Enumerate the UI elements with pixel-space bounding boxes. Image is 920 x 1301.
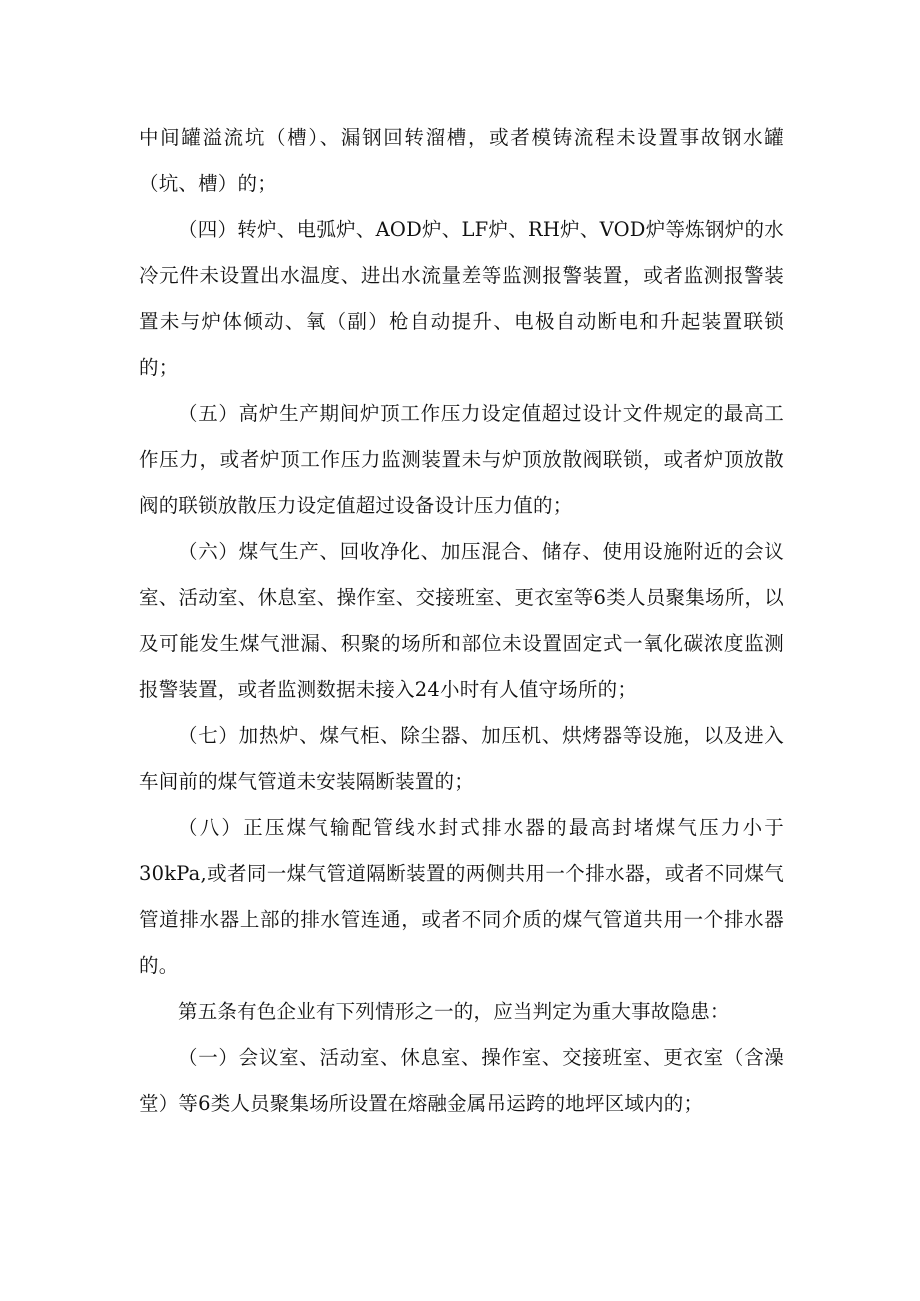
paragraph-article-5-item-1: （一）会议室、活动室、休息室、操作室、交接班室、更衣室（含澡堂）等6类人员聚集场所设置在熔融金属吊运跨的地坪区域内的； — [139, 1046, 784, 1115]
paragraph-item-6: （六）煤气生产、回收净化、加压混合、储存、使用设施附近的会议室、活动室、休息室、操作室、交接班室、更衣室等6类人员聚集场所，以及可能发生煤气泄漏、积聚的场所和部位未设置固定式一氧化碳浓度监测报警装置，或者监测数据未接入24小时有人值守场所的； — [139, 540, 784, 701]
paragraph-article-5: 第五条有色企业有下列情形之一的，应当判定为重大事故隐患： — [178, 1000, 730, 1023]
paragraph-continuation: 中间罐溢流坑（槽）、漏钢回转溜槽，或者模铸流程未设置事故钢水罐（坑、槽）的； — [139, 126, 784, 195]
paragraph-item-7: （七）加热炉、煤气柜、除尘器、加压机、烘烤器等设施，以及进入车间前的煤气管道未安装隔断装置的； — [139, 724, 784, 793]
document-body — [139, 115, 784, 1127]
paragraph-item-5: （五）高炉生产期间炉顶工作压力设定值超过设计文件规定的最高工作压力，或者炉顶工作压力监测装置未与炉顶放散阀联锁，或者炉顶放散阀的联锁放散压力设定值超过设备设计压力值的； — [139, 402, 784, 517]
paragraph-item-4: （四）转炉、电弧炉、AOD炉、LF炉、RH炉、VOD炉等炼钢炉的水冷元件未设置出水温度、进出水流量差等监测报警装置，或者监测报警装置未与炉体倾动、氧（副）枪自动提升、电极自动断电和升起装置联锁的； — [139, 218, 784, 379]
paragraph-item-8: （八）正压煤气输配管线水封式排水器的最高封堵煤气压力小于30kPa,或者同一煤气管道隔断装置的两侧共用一个排水器，或者不同煤气管道排水器上部的排水管连通，或者不同介质的煤气管道共用一个排水器的。 — [139, 816, 784, 977]
